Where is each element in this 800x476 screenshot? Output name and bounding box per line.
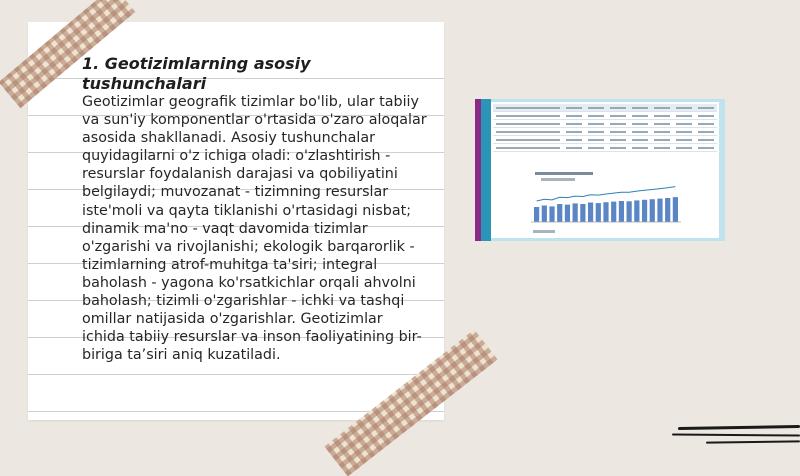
image-chart-bar (603, 202, 608, 222)
image-data-table (493, 104, 717, 152)
image-chart-bar (611, 202, 616, 222)
image-chart-bar (534, 207, 539, 222)
image-chart-bar (542, 206, 547, 223)
image-chart-bar (565, 205, 570, 222)
image-chart-bar (573, 203, 578, 222)
slide-body-text: Geotizimlar geografik tizimlar bo'lib, ular tabiiy va sun'iy komponentlar o'rtasida o'zaro aloqalar asosida shakllanadi. Asosiy tushunchalar quyidagilarni o'z ichiga oladi: o'zlashtirish - resurslar foydalanish darajasi va qobiliyatini belgilaydi; muvozanat - tizimning resurslar iste'moli va qayta tiklanishi o'rtasidagi nisbat; dinamik ma'no - vaqt davomida tizimlar o'zgarishi va rivojlanishi; ekologik barqarorlik - tizimlarning atrof-muhitga ta'siri; integral baholash - yagona ko'rsatkichlar orqali ahvolni baholash; tizimli o'zgarishlar - ichki va tashqi omillar natijasida o'zgarishlar. Geotizimlar ichida tabiiy resurslar va inson faoliyatining bir-biriga ta’siri aniq kuzatiladi. (82, 94, 427, 364)
image-chart-bar (596, 203, 601, 222)
image-sidebar-strip (481, 99, 491, 241)
decorative-brush-stroke (706, 440, 800, 443)
slide-title: 1. Geotizimlarning asosiy tushunchalari (82, 54, 311, 93)
image-chart-bar (588, 203, 593, 223)
image-chart-bar (642, 200, 647, 222)
image-chart-footnote (533, 230, 555, 233)
image-chart-line (537, 187, 676, 201)
image-chart-bar (580, 204, 585, 222)
image-chart-bar (657, 199, 662, 222)
decorative-brush-stroke (678, 425, 800, 430)
image-chart-bar (549, 206, 554, 222)
image-chart-bar (665, 198, 670, 222)
image-chart-bar (673, 197, 678, 222)
image-chart-title (535, 172, 593, 175)
image-chart-bar (634, 200, 639, 222)
image-chart-bar (627, 201, 632, 222)
image-chart-bar (650, 199, 655, 222)
image-content-area (491, 102, 719, 238)
decorative-brush-stroke (672, 433, 800, 436)
table-chart-screenshot-image (475, 99, 725, 241)
image-chart-bar (619, 201, 624, 222)
image-bar-chart (531, 178, 681, 224)
image-chart-bar (557, 204, 562, 222)
